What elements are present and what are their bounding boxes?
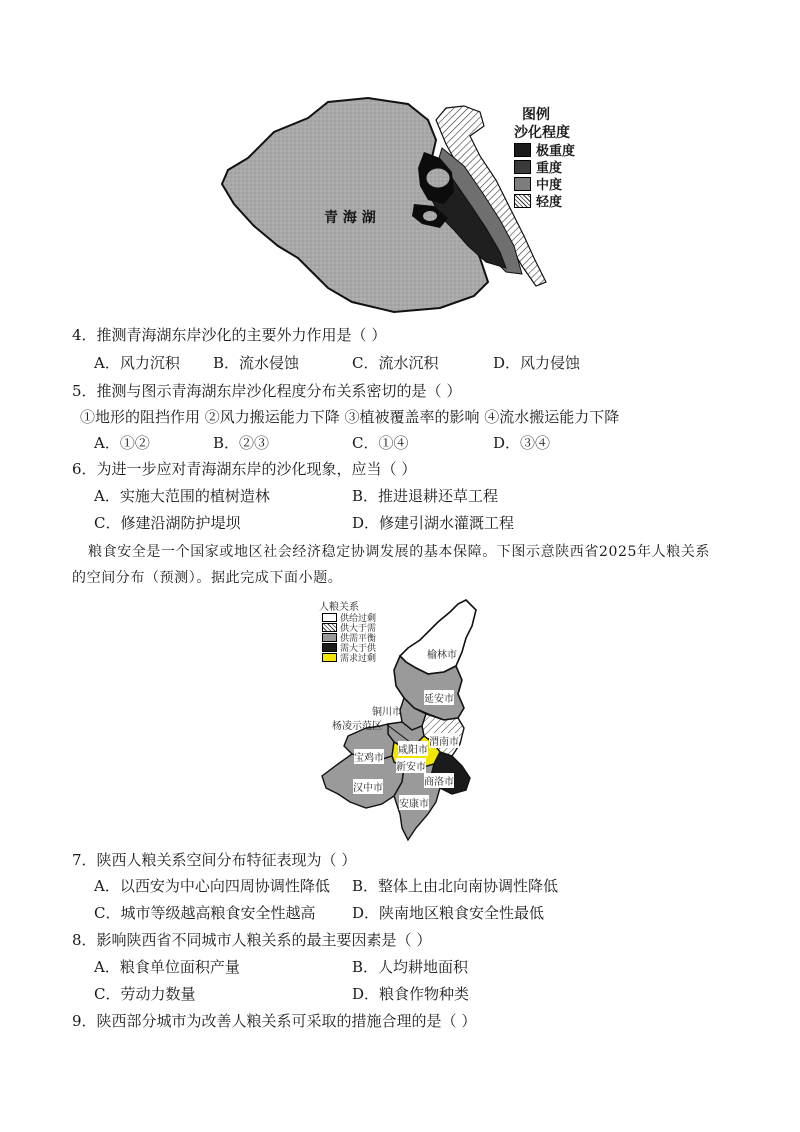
q8-option-a[interactable]: A．粮食单位面积产量 bbox=[94, 958, 240, 976]
question-9-stem: 9．陕西部分城市为改善人粮关系可采取的措施合理的是（ ） bbox=[72, 1012, 477, 1030]
q7-option-c[interactable]: C．城市等级越高粮食安全性越高 bbox=[94, 904, 316, 922]
q6-option-c[interactable]: C．修建沿湖防护堤坝 bbox=[94, 514, 241, 532]
question-8-stem: 8．影响陕西省不同城市人粮关系的最主要因素是（ ） bbox=[72, 931, 432, 949]
city-label-ankang: 安康市 bbox=[399, 795, 429, 810]
swatch-medium bbox=[514, 177, 531, 191]
question-6-stem: 6．为进一步应对青海湖东岸的沙化现象，应当（ ） bbox=[72, 460, 417, 478]
swatch-extreme bbox=[514, 143, 531, 157]
legend-item-medium bbox=[514, 175, 575, 192]
lake-label: 青 海 湖 bbox=[324, 210, 376, 226]
city-label-baoji: 宝鸡市 bbox=[354, 749, 384, 764]
q4-option-c[interactable]: C．流水沉积 bbox=[352, 354, 439, 372]
question-5-stem: 5．推测与图示青海湖东岸沙化程度分布关系密切的是（ ） bbox=[72, 382, 462, 400]
q6-option-a[interactable]: A．实施大范围的植树造林 bbox=[94, 487, 270, 505]
legend-label: 轻度 bbox=[536, 195, 563, 210]
map1-legend-list bbox=[514, 141, 575, 209]
map1-legend-title: 图例 bbox=[522, 107, 550, 123]
legend2-label: 需大于供 bbox=[340, 643, 377, 654]
question-7-stem: 7．陕西人粮关系空间分布特征表现为（ ） bbox=[72, 851, 357, 869]
city-label-weinan: 渭南市 bbox=[429, 733, 459, 748]
legend-label: 中度 bbox=[536, 178, 563, 193]
legend-label: 重度 bbox=[536, 161, 563, 176]
swatch-balanced bbox=[322, 633, 337, 642]
q8-option-d[interactable]: D．粮食作物种类 bbox=[352, 985, 470, 1003]
swatch-demand-excess bbox=[322, 653, 337, 662]
legend2-label: 需求过剩 bbox=[340, 653, 377, 664]
swatch-severe bbox=[514, 160, 531, 174]
region-yulin bbox=[400, 600, 476, 674]
legend2-label: 供大于需 bbox=[340, 623, 377, 634]
legend2-label: 供给过剩 bbox=[340, 613, 377, 624]
q4-option-d[interactable]: D．风力侵蚀 bbox=[493, 354, 581, 372]
legend-item-extreme bbox=[514, 141, 575, 158]
q4-option-b[interactable]: B．流水侵蚀 bbox=[213, 354, 300, 372]
intro-paragraph-line-2: 的空间分布（预测）。据此完成下面小题。 bbox=[72, 570, 343, 586]
q6-option-d[interactable]: D．修建引湖水灌溉工程 bbox=[352, 514, 515, 532]
city-label-xinan: 新安市 bbox=[396, 758, 426, 773]
city-label-hanzhong: 汉中市 bbox=[353, 779, 383, 794]
legend2-item-demand-excess bbox=[322, 652, 376, 662]
city-label-xianyang: 咸阳市 bbox=[398, 741, 428, 756]
intro-paragraph-line-1: 粮食安全是一个国家或地区社会经济稳定协调发展的基本保障。下图示意陕西省2025年人粮关系 bbox=[88, 544, 711, 560]
legend-item-severe bbox=[514, 158, 575, 175]
map2-legend-title: 人粮关系 bbox=[319, 602, 359, 613]
legend-item-light bbox=[514, 192, 575, 209]
city-label-yanan: 延安市 bbox=[424, 690, 454, 705]
q7-option-d[interactable]: D．陕南地区粮食安全性最低 bbox=[352, 904, 545, 922]
swatch-light bbox=[514, 194, 531, 208]
q5-statements: ①地形的阻挡作用 ②风力搬运能力下降 ③植被覆盖率的影响 ④流水搬运能力下降 bbox=[80, 408, 620, 426]
q8-option-c[interactable]: C．劳动力数量 bbox=[94, 985, 196, 1003]
q5-option-a[interactable]: A．①② bbox=[94, 434, 150, 452]
q8-option-b[interactable]: B．人均耕地面积 bbox=[352, 958, 469, 976]
city-label-yulin: 榆林市 bbox=[427, 646, 457, 661]
city-label-tongchuan: 铜川市 bbox=[372, 707, 402, 718]
q4-option-a[interactable]: A．风力沉积 bbox=[94, 354, 180, 372]
swatch-demand-gt-supply bbox=[322, 643, 337, 652]
city-label-yangling: 杨凌示范区 bbox=[332, 721, 382, 732]
legend2-label: 供需平衡 bbox=[340, 633, 377, 644]
swatch-supply-gt-demand bbox=[322, 623, 337, 632]
legend-label: 极重度 bbox=[536, 144, 576, 159]
question-4-stem: 4．推测青海湖东岸沙化的主要外力作用是（ ） bbox=[72, 326, 387, 344]
city-label-shangluo: 商洛市 bbox=[424, 773, 454, 788]
q5-option-d[interactable]: D．③④ bbox=[493, 434, 551, 452]
q7-option-b[interactable]: B．整体上由北向南协调性降低 bbox=[352, 877, 559, 895]
map2-legend-list bbox=[322, 612, 376, 662]
q7-option-a[interactable]: A．以西安为中心向四周协调性降低 bbox=[94, 877, 330, 895]
swatch-surplus bbox=[322, 613, 337, 622]
q6-option-b[interactable]: B．推进退耕还草工程 bbox=[352, 487, 499, 505]
map1-legend-subtitle: 沙化程度 bbox=[514, 125, 570, 141]
q5-option-b[interactable]: B．②③ bbox=[213, 434, 270, 452]
q5-option-c[interactable]: C．①④ bbox=[352, 434, 409, 452]
